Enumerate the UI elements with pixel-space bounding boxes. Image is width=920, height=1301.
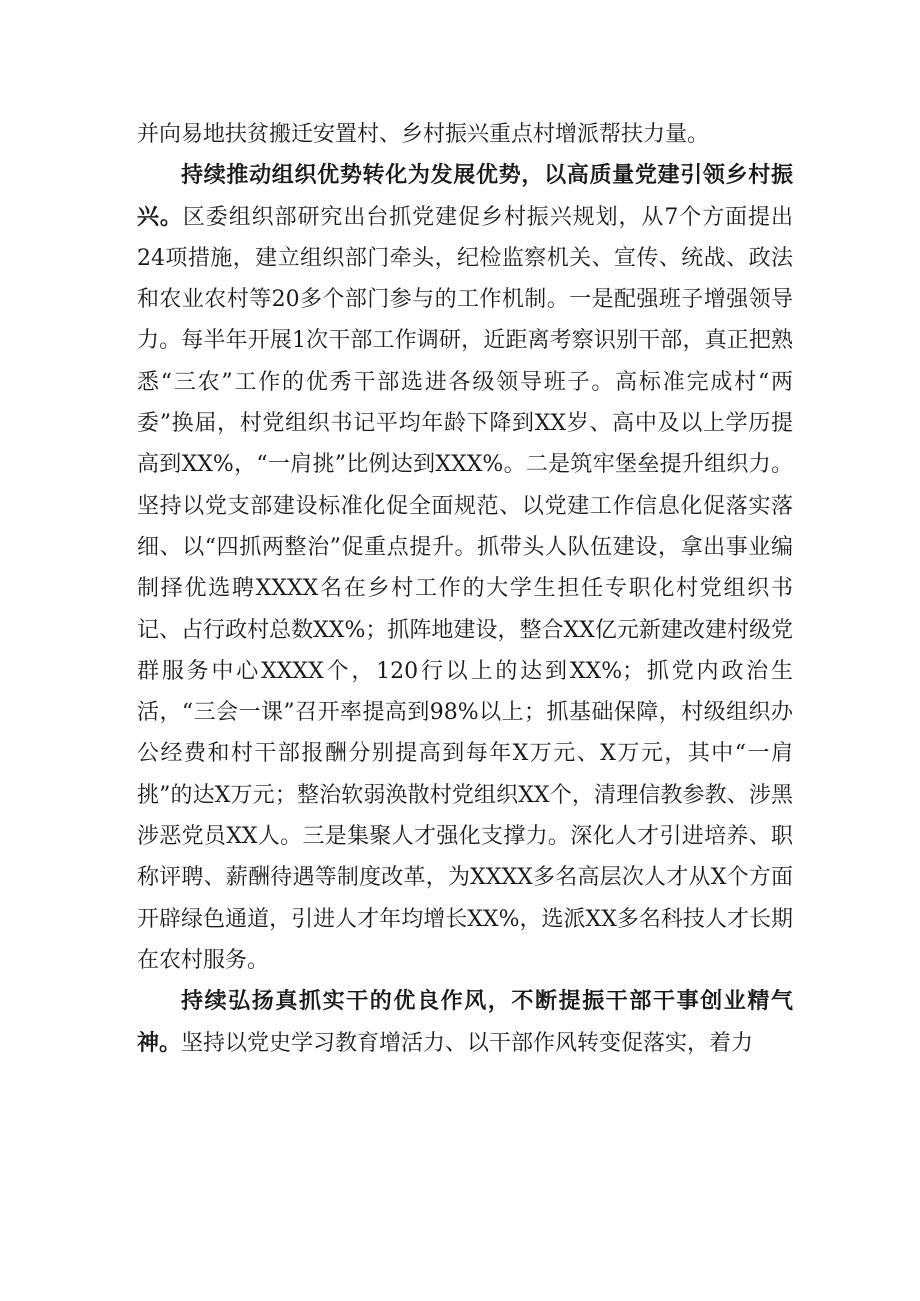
paragraph-2-body: 区委组织部研究出台抓党建促乡村振兴规划，从7个方面提出24项措施，建立组织部门牵头，纪检监察机关、宣传、统战、政法和农业农村等20多个部门参与的工作机制。一是配强班子增强领导力。每半年开展1次干部工作调研，近距离考察识别干部，真正把熟悉“三农”工作的优秀干部选进各级领导班子。高标准完成村“两委”换届，村党组织书记平均年龄下降到XX岁、高中及以上学历提高到XX%，“一肩挑”比例达到XXX%。二是筑牢堡垒提升组织力。坚持以党支部建设标准化促全面规范、以党建工作信息化促落实落细、以“四抓两整治”促重点提升。抓带头人队伍建设，拿出事业编制择优选聘XXXX名在乡村工作的大学生担任专职化村党组织书记、占行政村总数XX%；抓阵地建设，整合XX亿元新建改建村级党群服务中心XXXX个，120行以上的达到XX%；抓党内政治生活，“三会一课”召开率提高到98%以上；抓基础保障，村级组织办公经费和村干部报酬分别提高到每年X万元、X万元，其中“一肩挑”的达X万元；整治软弱涣散村党组织XX个，清理信教参教、涉黑涉恶党员XX人。三是集聚人才强化支撑力。深化人才引进培养、职称评聘、薪酬待遇等制度改革，为XXXX多名高层次人才从X个方面开辟绿色通道，引进人才年均增长XX%，选派XX多名科技人才长期在农村服务。 bbox=[137, 204, 793, 973]
paragraph-3-body: 坚持以党史学习教育增活力、以干部作风转变促落实，着力 bbox=[181, 1030, 754, 1056]
paragraph-3 bbox=[137, 981, 793, 1064]
paragraph-2-lead: 持续推动组织优势转化为发展优势，以高质量党建引领乡村振兴。 bbox=[137, 162, 793, 230]
paragraph-1 bbox=[137, 114, 793, 155]
paragraph-3-lead: 持续弘扬真抓实干的优良作风，不断提振干部干事创业精气神。 bbox=[137, 988, 793, 1056]
document-body bbox=[137, 114, 793, 1064]
paragraph-2 bbox=[137, 155, 793, 981]
paragraph-1-body: 并向易地扶贫搬迁安置村、乡村振兴重点村增派帮扶力量。 bbox=[137, 122, 710, 147]
